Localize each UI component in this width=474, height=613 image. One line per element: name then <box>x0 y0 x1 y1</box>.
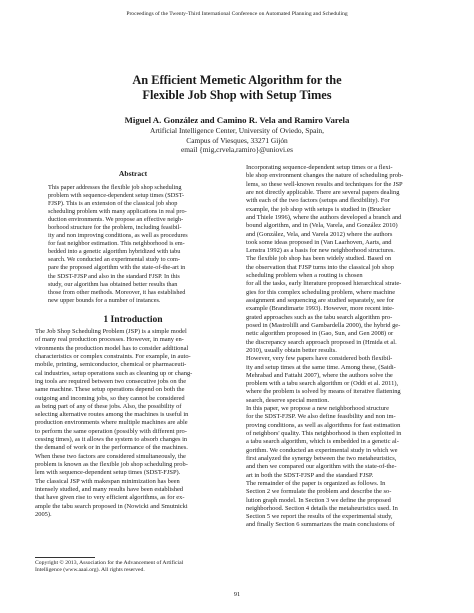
text-line: art in both the SDST-FJSP and the standard FJSP. <box>246 471 374 479</box>
text-line: assignment and sequencing are studied separately, see for <box>246 297 394 304</box>
text-line: of many real production processes. However, in many en- <box>35 336 184 344</box>
text-line: scheduling problem with many applications in real pro- <box>48 208 187 216</box>
proceedings-header: Proceedings of the Twenty-Third International Conference on Automated Planning and Scheduling <box>126 11 348 17</box>
text-line: The Job Shop Scheduling Problem (JSP) is a simple model <box>35 328 187 335</box>
text-line: The remainder of the paper is organized as follows. In <box>246 479 386 487</box>
text-line: to perform the same operation (possibly with different pro- <box>35 427 187 435</box>
text-line: the demand of work or in the performance of the machines. <box>35 444 188 452</box>
text-line: ample the tabu search proposed in (Nowicki and Smutnicki <box>35 502 188 510</box>
text-line: the observation that FJSP turns into the classical job shop <box>246 263 394 271</box>
text-line: characteristics or complex constraints. For example, in auto- <box>35 352 191 360</box>
title-line: An Efficient Memetic Algorithm for the <box>132 73 342 87</box>
text-line: lems, so these well-known results and techniques for the JSP <box>246 180 403 188</box>
text-line: neighborhood. Section 4 details the metaheuristics used. In <box>246 504 398 512</box>
text-line: with each of the two factors (setups and flexibility). For <box>246 197 390 205</box>
text-line: the discrepancy search approach proposed in (Hmida et al. <box>246 338 397 346</box>
text-line: are not directly applicable. There are several papers dealing <box>246 188 400 196</box>
footnote-rule <box>35 557 95 558</box>
copyright-footnote <box>35 560 235 575</box>
text-line: grated approaches such as the tabu search algorithm pro- <box>246 313 393 321</box>
text-line: proving conditions, as well as algorithms for fast estimation <box>246 421 401 429</box>
text-line: Section 5 we report the results of the experimental study, <box>246 513 393 521</box>
text-line: of neighbors' quality. This neighborhood is then exploited in <box>246 430 402 437</box>
text-line: bedded into a genetic algorithm hybridized with tabu <box>48 248 181 256</box>
title-line: Flexible Job Shop with Setup Times <box>142 88 332 102</box>
text-line: Mehrabad and Fattahi 2007), where the authors solve the <box>246 371 393 379</box>
affiliation-line: Campus of Viesques, 33271 Gijón <box>186 135 288 145</box>
text-line: ble shop environment changes the nature of scheduling prob- <box>246 172 404 180</box>
text-line: and Thiele 1996), where the authors developed a branch and <box>246 213 402 221</box>
text-line: duction environments. We propose an effective neigh- <box>48 216 184 224</box>
text-line: intensely studied, and many results have been established <box>35 485 184 493</box>
text-line: problem with a tabu search algorithm or (Oddi et al. 2011), <box>246 380 399 388</box>
footnote-line: Copyright © 2013, Association for the Advancement of Artificial <box>35 560 184 566</box>
text-line: However, very few papers have considered both flexibil- <box>246 355 393 363</box>
text-line: gies for this complex scheduling problem, where machine <box>246 288 396 296</box>
text-line: cessing times), as it allows the system to absorb changes in <box>35 436 188 444</box>
text-line: that have given rise to very efficient algorithms, as for ex- <box>35 494 185 502</box>
text-line: took some ideas proposed in (Van Laarhoven, Aarts, and <box>246 238 392 246</box>
author-list: Miguel A. González and Camino R. Vela and Ramiro Varela <box>124 115 350 125</box>
text-line: a tabu search algorithm, which is embedded in a genetic al- <box>246 438 399 446</box>
text-line: ity and non improving conditions, as well as procedures <box>48 232 188 240</box>
text-line: 2005). <box>35 510 52 518</box>
text-line: selecting alternative routes among the machines is useful in <box>35 411 189 419</box>
text-line: for the SDST-FJSP. We also define feasibility and non im- <box>246 413 396 421</box>
text-line: Lenstra 1992) as a basis for new neighborhood structures. <box>246 247 395 255</box>
abstract-body <box>48 184 220 305</box>
text-line: cal industries, setup operations such as cleaning up or chang- <box>35 369 193 377</box>
affiliation-block <box>60 126 414 155</box>
text-line: example (Brandimarte 1993). However, more recent inte- <box>246 305 395 313</box>
text-line: vironments the production model has to consider additional <box>35 344 189 352</box>
text-line: lution graph model. In Section 3 we define the proposed <box>246 496 391 504</box>
text-line: new upper bounds for a number of instances. <box>48 296 161 304</box>
text-line: In this paper, we propose a new neighborhood structure <box>246 405 389 413</box>
text-line: This paper addresses the flexible job shop scheduling <box>48 184 182 191</box>
text-line: the SDST-FJSP and also in the standard FJSP. In this <box>48 272 180 280</box>
text-line: and finally Section 6 summarizes the main conclusions of <box>246 521 395 529</box>
text-line: study, our algorithm has obtained better results than <box>48 280 178 288</box>
text-line: problem is known as the flexible job shop scheduling prob- <box>35 461 188 468</box>
text-line: and (González, Vela, and Varela 2012) where the authors <box>246 230 393 238</box>
text-line: first analyzed the synergy between the two metaheuristics, <box>246 454 397 462</box>
text-line: When these two factors are considered simultaneously, the <box>35 452 186 460</box>
text-line: for all the tasks, early literature proposed hierarchical strate- <box>246 280 402 288</box>
text-line: those from other methods. Moreover, it has established <box>48 288 186 296</box>
text-line: gorithm. We conducted an experimental study in which we <box>246 446 398 454</box>
text-line: where the problem is solved by means of iterative flattening <box>246 388 401 396</box>
text-line: posed in (Mastrolilli and Gambardella 2000), the hybrid ge- <box>246 321 401 329</box>
text-line: borhood structure for the problem, including feasibil- <box>48 224 182 232</box>
footnote-line: Intelligence (www.aaai.org). All rights reserved. <box>35 567 145 574</box>
text-line: search. We conducted an experimental study to com- <box>48 256 180 264</box>
right-column-body <box>246 164 442 530</box>
text-line: netic algorithm proposed in (Gao, Sun, and Gen 2008) or <box>246 330 394 338</box>
affiliation-line: Artificial Intelligence Center, University of Oviedo, Spain, <box>150 126 324 135</box>
text-line: The classical JSP with makespan minimization has been <box>35 477 180 485</box>
text-line: mobile, printing, semiconductor, chemical or pharmaceuti- <box>35 361 187 369</box>
text-line: lem with sequence-dependent setup times (SDST-FJSP). <box>35 469 181 477</box>
text-line: scheduling problem when a routing is chosen <box>246 272 363 280</box>
text-line: bound algorithm, and in (Vela, Varela, and González 2010) <box>246 222 398 230</box>
text-line: search, deserve special mention. <box>246 396 330 404</box>
page-number: 91 <box>233 591 241 598</box>
text-line: ing tools are required between two consecutive jobs on the <box>35 377 187 385</box>
text-line: The flexible job shop has been widely studied. Based on <box>246 255 392 263</box>
text-line: as being part of any of these jobs. Also, the possibility of <box>35 402 182 410</box>
text-line: and then we compared our algorithm with the state-of-the- <box>246 463 397 471</box>
text-line: example, the job shop with setups is studied in (Brucker <box>246 205 391 213</box>
text-line: ity and setup times at the same time. Among these, (Saidi- <box>246 363 396 371</box>
text-line: outgoing and incoming jobs, so they cannot be considered <box>35 394 185 402</box>
text-line: 2010), usually obtain better results. <box>246 346 337 354</box>
paper-title <box>60 73 414 103</box>
text-line: production environments where multiple machines are able <box>35 419 188 427</box>
text-line: for fast neighbor estimation. This neighborhood is em- <box>48 240 185 248</box>
abstract-heading: Abstract <box>118 169 148 178</box>
text-line: pare the proposed algorithm with the state-of-the-art in <box>48 264 186 272</box>
text-line: Incorporating sequence-dependent setup times or a flexi- <box>246 164 393 171</box>
introduction-heading: 1 Introduction <box>103 314 163 325</box>
affiliation-line: email {mig,crvela,ramiro}@uniovi.es <box>181 145 293 155</box>
introduction-body <box>35 328 231 519</box>
text-line: problem with sequence-dependent setup times (SDST- <box>48 192 185 200</box>
text-line: Section 2 we formulate the problem and describe the so- <box>246 488 392 496</box>
text-line: FJSP). This is an extension of the classical job shop <box>48 200 178 208</box>
text-line: same machine. These setup operations depend on both the <box>35 386 185 394</box>
